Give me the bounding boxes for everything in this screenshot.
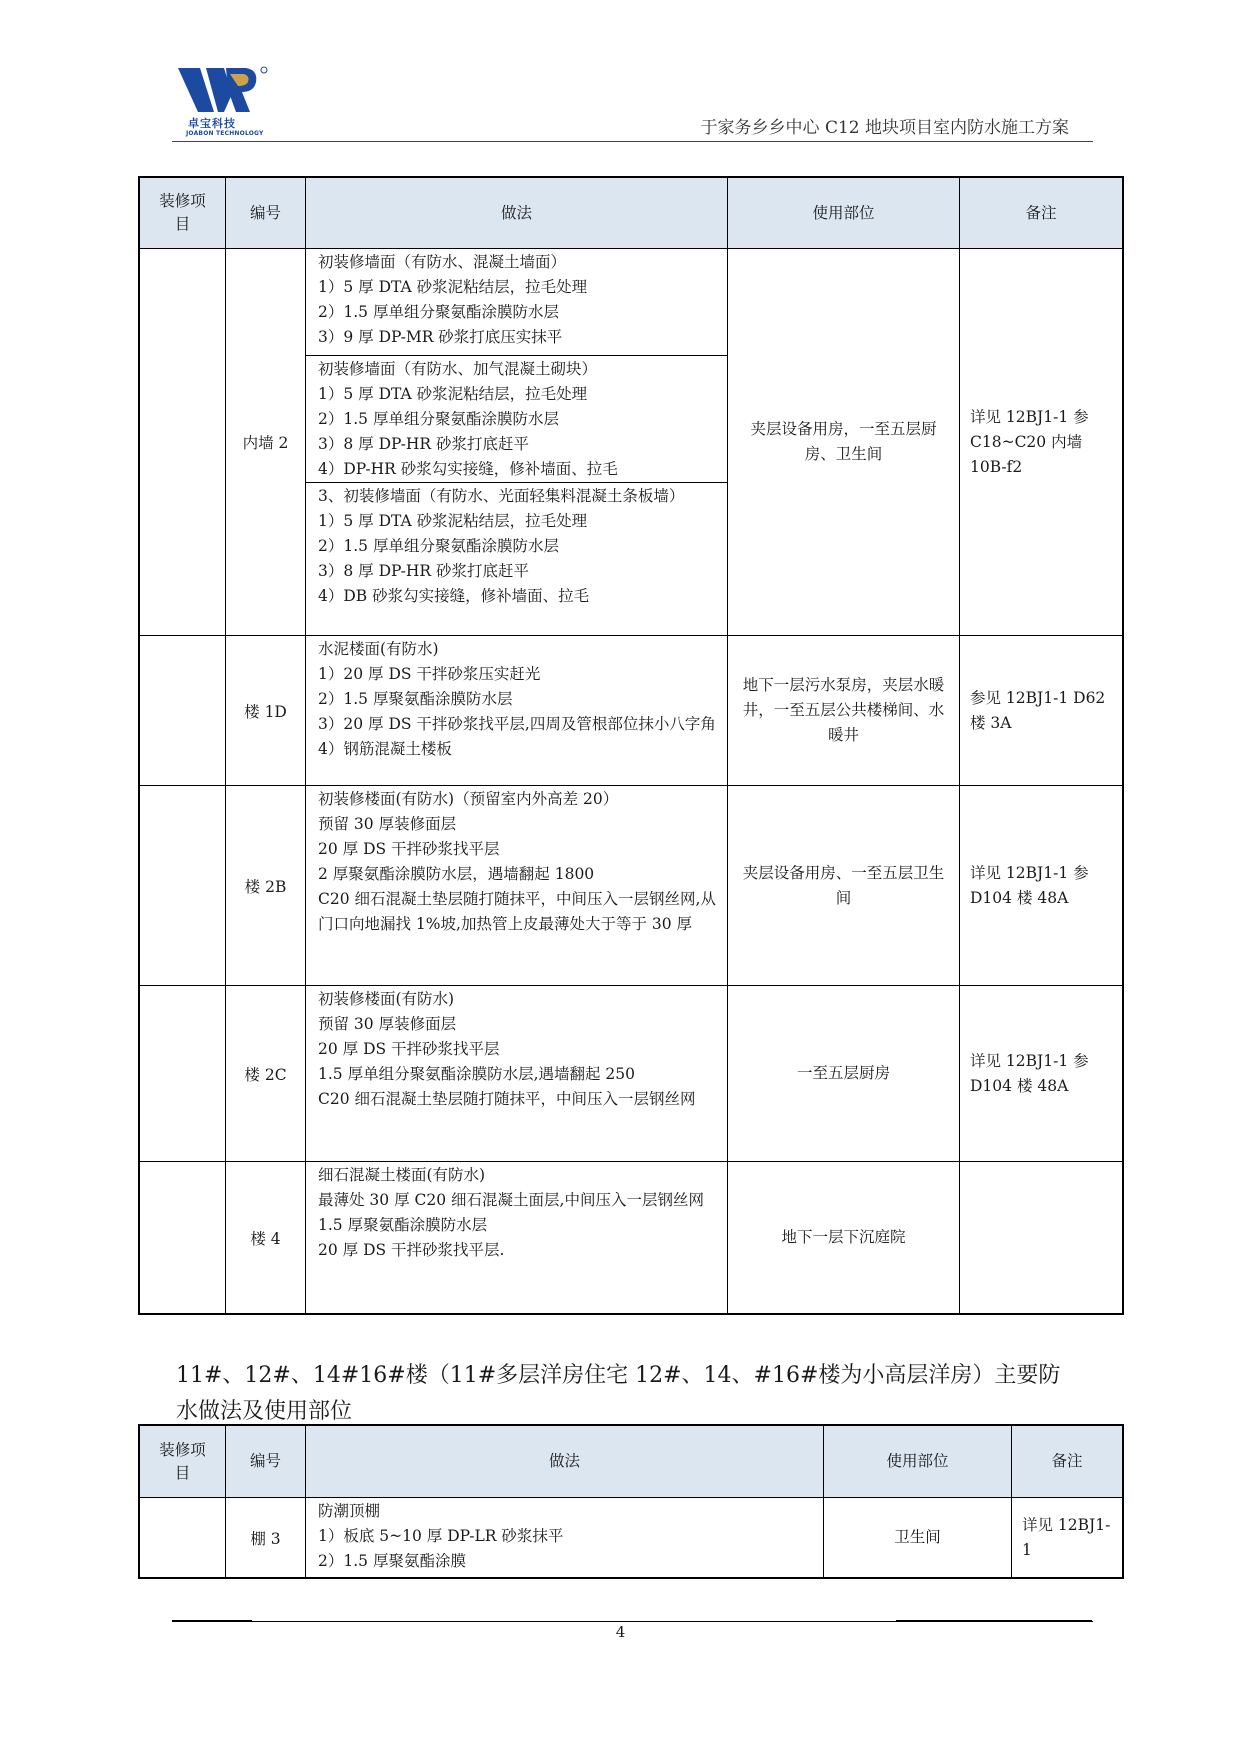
method-line: 初装修楼面(有防水)（预留室内外高差 20） bbox=[318, 790, 619, 808]
method-line: 20 厚 DS 干拌砂浆找平层 bbox=[318, 1040, 500, 1058]
header-note: 备注 bbox=[960, 178, 1123, 249]
cell-location: 夹层设备用房，一至五层厨房、卫生间 bbox=[728, 249, 960, 636]
method-line: C20 细石混凝土垫层随打随抹平，中间压入一层钢丝网,从门口向地漏找 1%坡,加热管上皮最薄处大于等于 30 厚 bbox=[318, 890, 716, 933]
cell-method bbox=[306, 1162, 728, 1314]
method-line: 3）8 厚 DP-HR 砂浆打底赶平 bbox=[318, 562, 529, 580]
cell-method bbox=[306, 1498, 824, 1578]
method-line: 最薄处 30 厚 C20 细石混凝土面层,中间压入一层钢丝网 bbox=[318, 1191, 704, 1209]
method-line: 初装修楼面(有防水) bbox=[318, 990, 455, 1008]
table-header-row bbox=[140, 1426, 1123, 1498]
method-line: 预留 30 厚装修面层 bbox=[318, 1015, 457, 1033]
logo-chinese-name: 卓宝科技 bbox=[188, 117, 236, 130]
cell-note: 参见 12BJ1-1 D62 楼 3A bbox=[960, 636, 1123, 786]
method-line: C20 细石混凝土垫层随打随抹平，中间压入一层钢丝网 bbox=[318, 1090, 696, 1108]
method-block bbox=[306, 786, 727, 940]
table-row bbox=[140, 786, 1123, 986]
method-line: 1）5 厚 DTA 砂浆泥粘结层，拉毛处理 bbox=[318, 512, 588, 530]
cell-decoration-item bbox=[140, 1498, 226, 1578]
footer-rule-left bbox=[172, 1620, 252, 1622]
header-method: 做法 bbox=[306, 1426, 824, 1498]
method-line: 1）5 厚 DTA 砂浆泥粘结层，拉毛处理 bbox=[318, 385, 588, 403]
footer-rule-right bbox=[896, 1620, 1092, 1622]
cell-method bbox=[306, 249, 728, 636]
method-line: 1.5 厚聚氨酯涂膜防水层 bbox=[318, 1216, 488, 1234]
method-line: 2）1.5 厚单组分聚氨酯涂膜防水层 bbox=[318, 303, 559, 321]
section-heading: 11#、12#、14#16#楼（11#多层洋房住宅 12#、14、#16#楼为小高层洋房）主要防水做法及使用部位 bbox=[176, 1363, 1061, 1424]
cell-code: 楼 4 bbox=[226, 1162, 306, 1314]
cell-method bbox=[306, 986, 728, 1162]
cell-location: 夹层设备用房、一至五层卫生间 bbox=[728, 786, 960, 986]
cell-code: 楼 1D bbox=[226, 636, 306, 786]
header-decoration-item: 装修项目 bbox=[140, 178, 226, 249]
cell-note: 详见 12BJ1-1 参 D104 楼 48A bbox=[960, 986, 1123, 1162]
method-line: 1.5 厚单组分聚氨酯涂膜防水层,遇墙翻起 250 bbox=[318, 1065, 636, 1083]
method-block bbox=[306, 1162, 727, 1266]
header-code: 编号 bbox=[226, 178, 306, 249]
cell-decoration-item bbox=[140, 1162, 226, 1314]
method-line: 3）20 厚 DS 干拌砂浆找平层,四周及管根部位抹小八字角 bbox=[318, 715, 716, 733]
document-title: 于家务乡乡中心 C12 地块项目室内防水施工方案 bbox=[700, 118, 1069, 138]
cell-note bbox=[960, 1162, 1123, 1314]
header-divider bbox=[172, 141, 1093, 142]
method-block bbox=[306, 1498, 823, 1577]
method-block bbox=[306, 636, 727, 765]
cell-location: 卫生间 bbox=[824, 1498, 1012, 1578]
method-block bbox=[306, 355, 727, 482]
cell-decoration-item bbox=[140, 636, 226, 786]
method-line: 2）1.5 厚聚氨酯涂膜防水层 bbox=[318, 690, 513, 708]
page-number: 4 bbox=[615, 1623, 626, 1641]
table-row bbox=[140, 1498, 1123, 1578]
waterproofing-table-1 bbox=[139, 177, 1123, 1314]
cell-note: 详见 12BJ1-1 bbox=[1012, 1498, 1123, 1578]
method-line: 3、初装修墙面（有防水、光面轻集料混凝土条板墙） bbox=[318, 487, 685, 505]
table-row bbox=[140, 986, 1123, 1162]
method-block bbox=[306, 986, 727, 1115]
cell-note: 详见 12BJ1-1 参 C18~C20 内墙 10B-f2 bbox=[960, 249, 1123, 636]
table-row bbox=[140, 249, 1123, 636]
method-line: 2）1.5 厚单组分聚氨酯涂膜防水层 bbox=[318, 410, 559, 428]
cell-method bbox=[306, 636, 728, 786]
header-note: 备注 bbox=[1012, 1426, 1123, 1498]
method-line: 20 厚 DS 干拌砂浆找平层 bbox=[318, 840, 500, 858]
method-line: 20 厚 DS 干拌砂浆找平层. bbox=[318, 1241, 505, 1259]
method-line: 防潮顶棚 bbox=[318, 1502, 381, 1520]
method-line: 水泥楼面(有防水) bbox=[318, 640, 439, 658]
cell-code: 楼 2C bbox=[226, 986, 306, 1162]
cell-location: 地下一层下沉庭院 bbox=[728, 1162, 960, 1314]
cell-note: 详见 12BJ1-1 参 D104 楼 48A bbox=[960, 786, 1123, 986]
method-line: 2 厚聚氨酯涂膜防水层，遇墙翻起 1800 bbox=[318, 865, 595, 883]
method-line: 4）DB 砂浆勾实接缝，修补墙面、拉毛 bbox=[318, 587, 590, 605]
header-location: 使用部位 bbox=[728, 178, 960, 249]
method-line: 3）8 厚 DP-HR 砂浆打底赶平 bbox=[318, 435, 529, 453]
cell-method bbox=[306, 786, 728, 986]
method-line: 4）DP-HR 砂浆勾实接缝，修补墙面、拉毛 bbox=[318, 460, 618, 478]
header-method: 做法 bbox=[306, 178, 728, 249]
method-line: 初装修墙面（有防水、混凝土墙面） bbox=[318, 253, 567, 271]
cell-location: 地下一层污水泵房，夹层水暖井，一至五层公共楼梯间、水暖井 bbox=[728, 636, 960, 786]
cell-location: 一至五层厨房 bbox=[728, 986, 960, 1162]
cell-code: 楼 2B bbox=[226, 786, 306, 986]
cell-code: 内墙 2 bbox=[226, 249, 306, 636]
table-header-row bbox=[140, 178, 1123, 249]
cell-code: 棚 3 bbox=[226, 1498, 306, 1578]
method-block bbox=[306, 249, 727, 355]
cell-decoration-item bbox=[140, 786, 226, 986]
header-decoration-item: 装修项目 bbox=[140, 1426, 226, 1498]
logo-mark-icon bbox=[172, 64, 272, 116]
method-line: 1）5 厚 DTA 砂浆泥粘结层，拉毛处理 bbox=[318, 278, 588, 296]
table-row bbox=[140, 1162, 1123, 1314]
method-line: 初装修墙面（有防水、加气混凝土砌块） bbox=[318, 360, 598, 378]
header-location: 使用部位 bbox=[824, 1426, 1012, 1498]
method-line: 1）板底 5~10 厚 DP-LR 砂浆抹平 bbox=[318, 1527, 564, 1545]
cell-decoration-item bbox=[140, 986, 226, 1162]
method-line: 细石混凝土楼面(有防水) bbox=[318, 1166, 486, 1184]
method-block bbox=[306, 482, 727, 635]
cell-decoration-item bbox=[140, 249, 226, 636]
method-line: 2）1.5 厚单组分聚氨酯涂膜防水层 bbox=[318, 537, 559, 555]
method-line: 2）1.5 厚聚氨酯涂膜 bbox=[318, 1552, 466, 1570]
logo-english-name: JOABON TECHNOLOGY bbox=[186, 130, 264, 137]
header-code: 编号 bbox=[226, 1426, 306, 1498]
waterproofing-table-2 bbox=[139, 1425, 1123, 1578]
method-line: 预留 30 厚装修面层 bbox=[318, 815, 457, 833]
method-line: 3）9 厚 DP-MR 砂浆打底压实抹平 bbox=[318, 328, 563, 346]
method-line: 1）20 厚 DS 干拌砂浆压实赶光 bbox=[318, 665, 541, 683]
table-row bbox=[140, 636, 1123, 786]
method-line: 4）钢筋混凝土楼板 bbox=[318, 740, 452, 758]
